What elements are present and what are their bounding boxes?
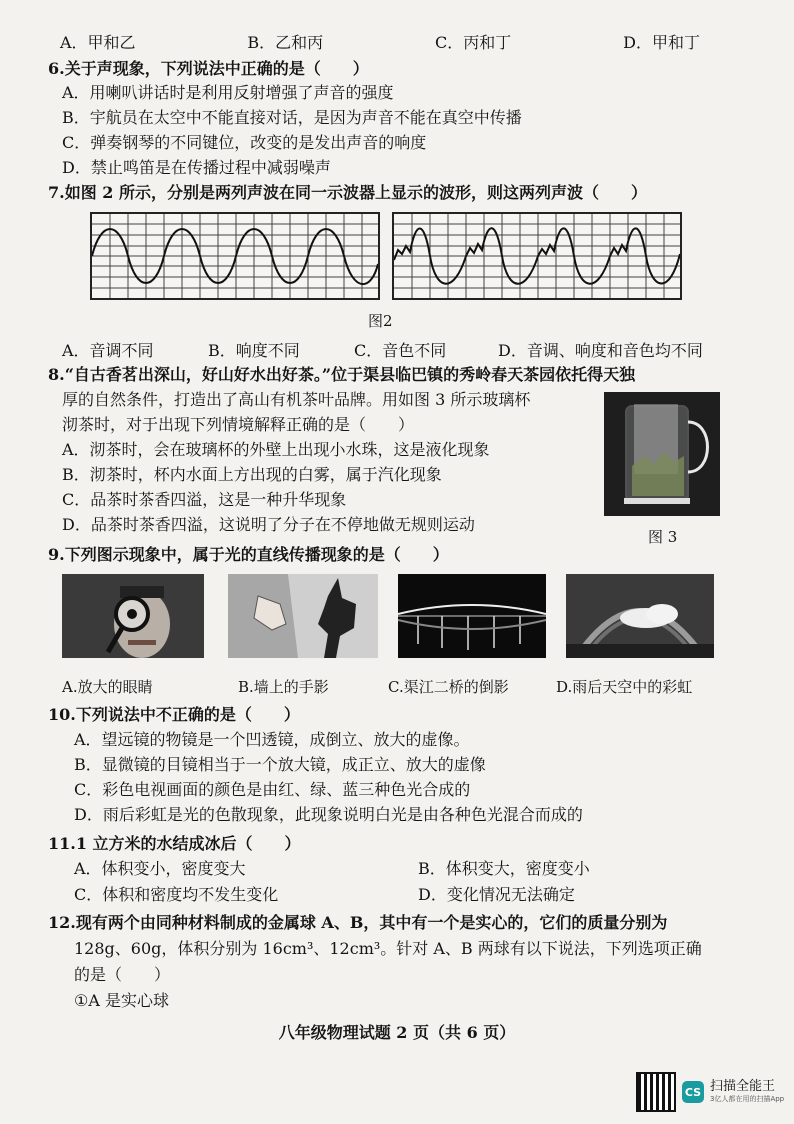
q11-option-d: D．变化情况无法确定 <box>418 885 575 904</box>
q6-option-a: A．用喇叭讲话时是利用反射增强了声音的强度 <box>62 83 394 102</box>
q10-option-a: A．望远镜的物镜是一个凹透镜，成倒立、放大的虚像。 <box>74 730 470 749</box>
q8-option-b: B．沏茶时，杯内水面上方出现的白雾，属于汽化现象 <box>62 465 442 484</box>
figure-3-glass-cup-image <box>604 392 720 516</box>
magnified-eye-drawing <box>62 574 204 658</box>
q10-option-b: B．显微镜的目镜相当于一个放大镜，成正立、放大的虚像 <box>74 755 486 774</box>
q8-stem-line-2: 厚的自然条件，打造出了高山有机茶叶品牌。用如图 3 所示玻璃杯 <box>62 390 531 409</box>
q11-option-c: C．体积和密度均不发生变化 <box>74 885 279 904</box>
page-footer: 八年级物理试题 2 页（共 6 页） <box>278 1023 516 1042</box>
scanner-app-name: 扫描全能王 <box>710 1079 776 1094</box>
q9-option-d: D.雨后天空中的彩虹 <box>556 678 693 696</box>
rainbow-image <box>566 574 714 658</box>
bridge-reflection-drawing <box>398 574 546 658</box>
q8-option-c: C．品茶时茶香四溢，这是一种升华现象 <box>62 490 347 509</box>
q7-option-d: D．音调、响度和音色均不同 <box>498 341 703 360</box>
q12-statement-1: ①A 是实心球 <box>74 991 169 1010</box>
q7-option-c: C．音色不同 <box>354 341 447 360</box>
q7-option-b: B．响度不同 <box>208 341 300 360</box>
q5-option-b: B．乙和丙 <box>247 33 324 52</box>
q6-option-b: B．宇航员在太空中不能直接对话，是因为声音不能在真空中传播 <box>62 108 522 127</box>
q6-option-d: D．禁止鸣笛是在传播过程中减弱噪声 <box>62 158 331 177</box>
q9-option-b: B.墙上的手影 <box>238 678 329 696</box>
qr-code-icon <box>636 1072 676 1112</box>
q10-option-c: C．彩色电视画面的颜色是由红、绿、蓝三种色光合成的 <box>74 780 471 799</box>
q8-option-a: A．沏茶时，会在玻璃杯的外壁上出现小水珠，这是液化现象 <box>62 440 490 459</box>
rainbow-drawing <box>566 574 714 658</box>
q10-option-d: D．雨后彩虹是光的色散现象，此现象说明白光是由各种色光混合而成的 <box>74 805 583 824</box>
q12-stem-line-3: 的是（ ） <box>74 965 171 984</box>
q12-stem-line-1: 12.现有两个由同种材料制成的金属球 A、B，其中有一个是实心的，它们的质量分别为 <box>48 913 668 932</box>
q6-stem: 6.关于声现象，下列说法中正确的是（ ） <box>48 59 369 78</box>
q6-option-c: C．弹奏钢琴的不同键位，改变的是发出声音的响度 <box>62 133 427 152</box>
q5-option-c: C．丙和丁 <box>435 33 512 52</box>
q9-stem: 9.下列图示现象中，属于光的直线传播现象的是（ ） <box>48 545 449 564</box>
hand-shadow-drawing <box>228 574 378 658</box>
waveform-left <box>90 212 380 300</box>
glass-cup-drawing <box>604 392 720 516</box>
waveform-left-svg <box>92 214 378 298</box>
bridge-reflection-image <box>398 574 546 658</box>
q9-option-a: A.放大的眼睛 <box>62 678 153 696</box>
q11-stem: 11.1 立方米的水结成冰后（ ） <box>48 834 301 853</box>
q10-stem: 10.下列说法中不正确的是（ ） <box>48 705 300 724</box>
figure-2-caption: 图2 <box>368 312 393 330</box>
q5-option-d: D．甲和丁 <box>623 33 700 52</box>
q9-option-c: C.渠江二桥的倒影 <box>388 678 509 696</box>
magnified-eye-image <box>62 574 204 658</box>
q11-option-b: B．体积变大，密度变小 <box>418 859 590 878</box>
q5-option-a: A．甲和乙 <box>60 33 136 52</box>
q11-option-a: A．体积变小，密度变大 <box>74 859 246 878</box>
scanner-watermark <box>636 1072 784 1112</box>
hand-shadow-image <box>228 574 378 658</box>
waveform-right <box>392 212 682 300</box>
q8-stem-line-1: 8.“自古香茗出深山，好山好水出好茶。”位于渠县临巴镇的秀岭春天茶园依托得天独 <box>48 365 636 384</box>
q7-option-a: A．音调不同 <box>62 341 154 360</box>
q8-option-d: D．品茶时茶香四溢，这说明了分子在不停地做无规则运动 <box>62 515 475 534</box>
q8-stem-line-3: 沏茶时，对于出现下列情境解释正确的是（ ） <box>62 415 415 434</box>
q7-stem: 7.如图 2 所示，分别是两列声波在同一示波器上显示的波形，则这两列声波（ ） <box>48 183 647 202</box>
q5-options <box>60 32 700 54</box>
figure-3-caption: 图 3 <box>648 528 678 546</box>
scanner-tagline: 3亿人都在用的扫描App <box>710 1095 785 1103</box>
camscanner-logo-icon: CS <box>682 1081 704 1103</box>
q12-stem-line-2: 128g、60g，体积分别为 16cm³、12cm³。针对 A、B 两球有以下说法，下列选项正确 <box>74 939 702 958</box>
waveform-right-svg <box>394 214 680 298</box>
